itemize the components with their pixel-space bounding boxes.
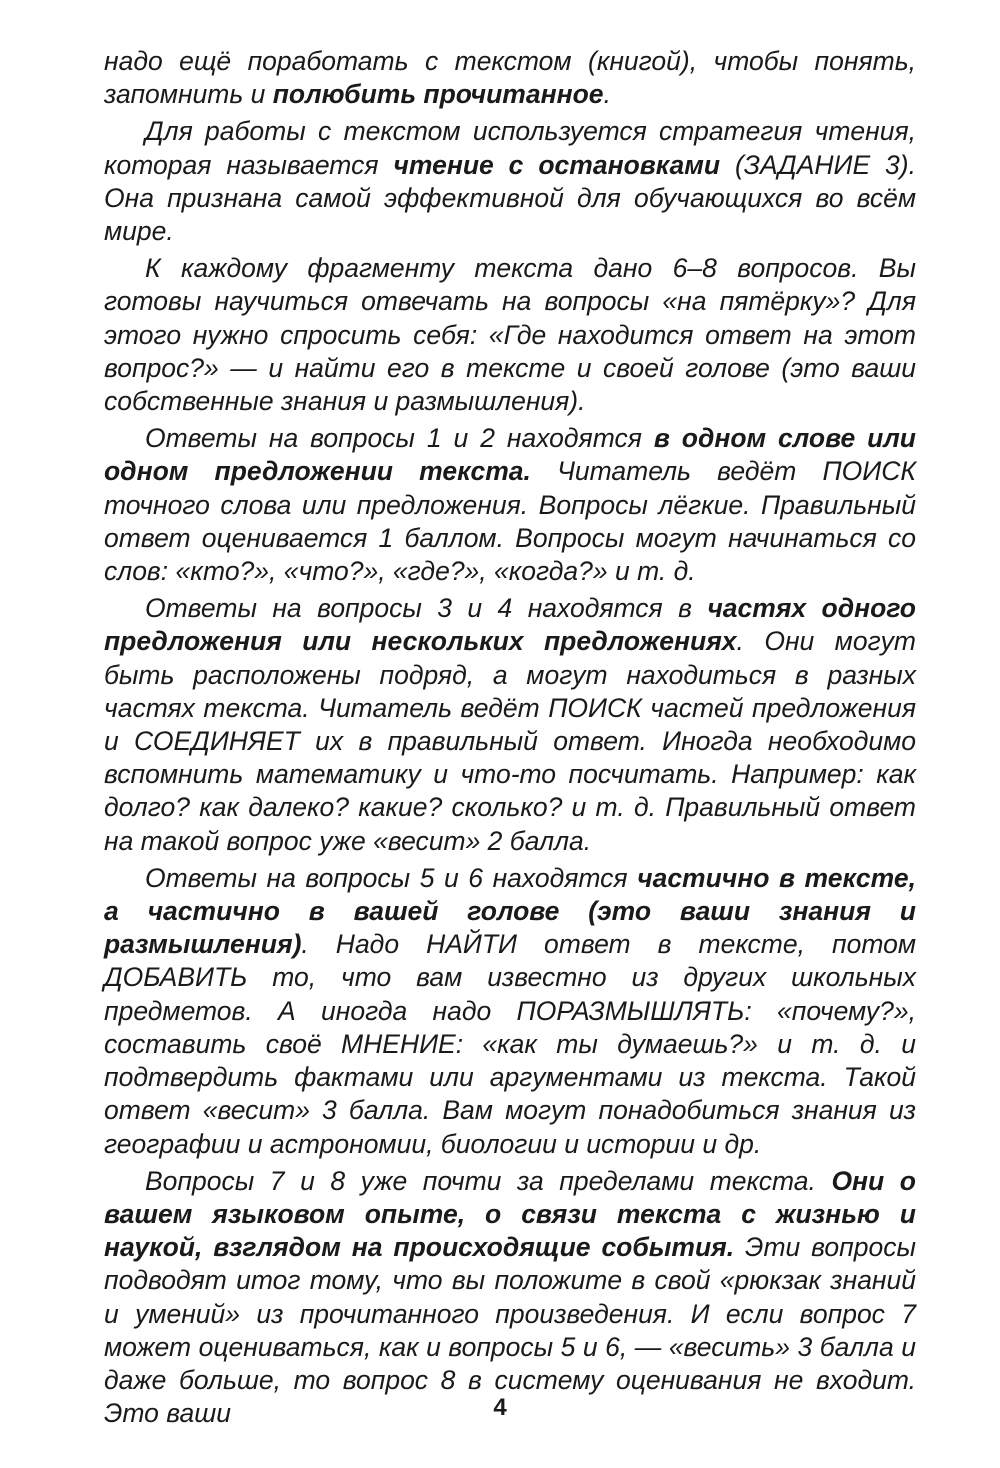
text-run: Вопросы 7 и 8 уже почти за пределами текста. (145, 1165, 832, 1196)
bold-run: частях одного предложения или нескольких предложениях (104, 593, 916, 657)
text-run: Ответы на вопросы 1 и 2 находятся (145, 423, 654, 454)
paragraph-5 (104, 592, 916, 858)
text-run: Эти вопросы подводят итог тому, что вы положите в свой «рюкзак знаний и умений» из прочитанного произведения. И если вопрос 7 может оцениваться, как и вопросы 5 и 6, — «весить» 3 балла и даже больше, то вопрос 8 в систему оценивания не входит. Это ваши (104, 1232, 916, 1429)
paragraph-3 (104, 252, 916, 418)
text-run: Читатель ведёт ПОИСК точного слова или предложения. Вопросы лёгкие. Правильный ответ оценивается 1 баллом. Вопросы могут начинаться со слов: «кто?», «что?», «где?», «когда?» и т. д. (104, 456, 916, 587)
bold-run: частично в тексте, а частично в вашей голове (это ваши знания и размышления) (104, 862, 916, 960)
paragraph-2 (104, 115, 916, 248)
text-run: . Надо НАЙТИ ответ в тексте, потом ДОБАВИТЬ то, что вам известно из других школьных предметов. А иногда надо ПОРАЗМЫШЛЯТЬ: «почему?», составить своё МНЕНИЕ: «как ты думаешь?» и т. д. и подтвердить фактами или аргументами из текста. Такой ответ «весит» 3 балла. Вам могут понадобиться знания из географии и астрономии, биологии и истории и др. (104, 929, 916, 1159)
paragraph-7 (104, 1165, 916, 1431)
bold-run: в одном слове или одном предложении текста. (104, 423, 916, 487)
text-run: . (603, 79, 611, 110)
page-body (104, 45, 916, 1434)
paragraph-1 (104, 45, 916, 111)
text-run: Ответы на вопросы 3 и 4 находятся в (145, 593, 708, 624)
paragraph-6 (104, 862, 916, 1161)
text-run: (ЗАДАНИЕ 3). Она признана самой эффективной для обучающихся во всём мире. (104, 149, 916, 247)
text-run: надо ещё поработать с текстом (книгой), чтобы понять, запомнить и (104, 46, 916, 110)
bold-run: полюбить прочитанное (272, 79, 604, 110)
bold-run: Они о вашем языковом опыте, о связи текста с жизнью и наукой, взглядом на происходящие события. (104, 1165, 916, 1263)
page-number: 4 (493, 1394, 507, 1421)
text-run: Для работы с текстом используется стратегия чтения, которая называется (104, 116, 916, 180)
text-run: . Они могут быть расположены подряд, а могут находиться в разных частях текста. Читатель ведёт ПОИСК частей предложения и СОЕДИНЯЕТ их в правильный ответ. Иногда необходимо вспомнить математику и что-то посчитать. Например: как долго? как далеко? какие? сколько? и т. д. Правильный ответ на такой вопрос уже «весит» 2 балла. (104, 626, 916, 856)
text-run: Ответы на вопросы 5 и 6 находятся (145, 862, 638, 893)
text-run: К каждому фрагменту текста дано 6–8 вопросов. Вы готовы научиться отвечать на вопросы «на пятёрку»? Для этого нужно спросить себя: «Где находится ответ на этот вопрос?» — и найти его в тексте и своей голове (это ваши собственные знания и размышления). (104, 253, 916, 417)
paragraph-4 (104, 422, 916, 588)
bold-run: чтение с остановками (393, 149, 721, 180)
